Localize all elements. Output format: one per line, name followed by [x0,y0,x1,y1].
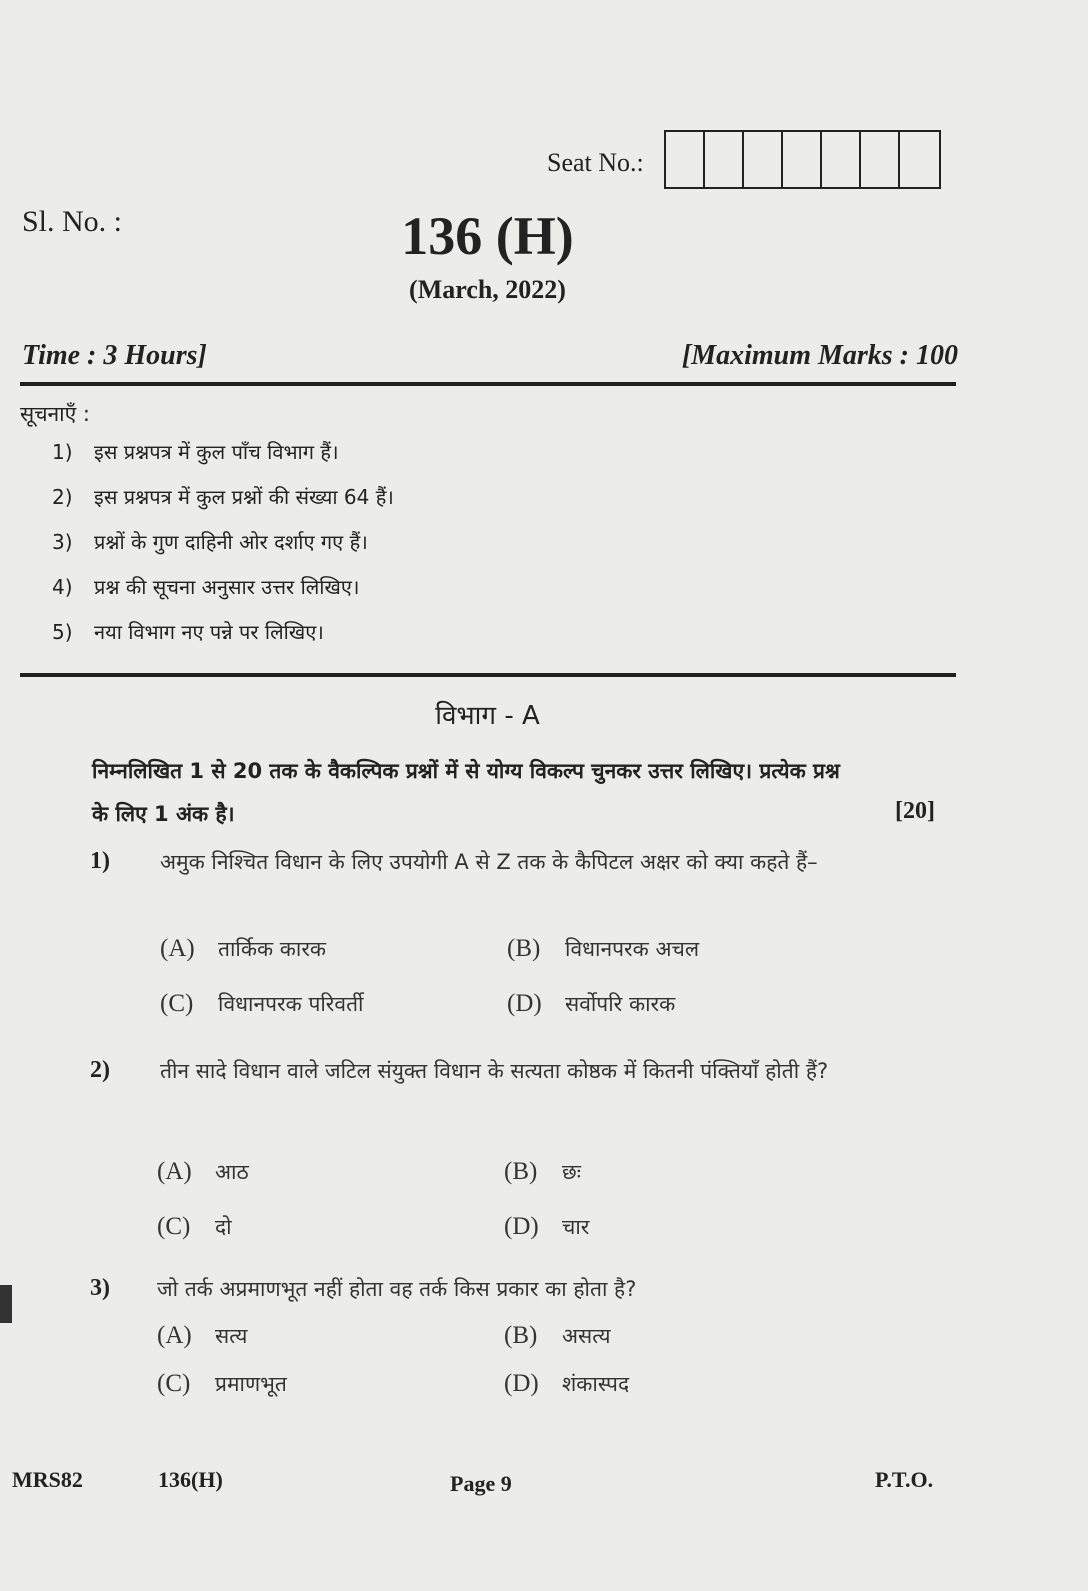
option-text: विधानपरक अचल [565,937,700,961]
notes-divider [20,673,956,677]
option-letter: (A) [157,1322,192,1349]
seat-digit-box [783,132,822,187]
option-text: सत्य [215,1324,248,1348]
option-letter: (A) [157,1158,192,1185]
option-d [507,990,675,1018]
option-letter: (C) [160,990,194,1017]
note-item [52,528,368,555]
note-text: नया विभाग नए पन्ने पर लिखिए। [94,620,324,644]
serial-number-label: Sl. No. : [22,205,123,238]
option-a [157,1158,249,1186]
please-turn-over: P.T.O. [875,1467,934,1492]
seat-digit-box [666,132,705,187]
note-text: प्रश्नों के गुण दाहिनी ओर दर्शाए गए हैं। [94,530,368,554]
note-item [52,483,394,510]
option-c [160,990,364,1018]
seat-digit-box [744,132,783,187]
section-instruction: निम्नलिखित 1 से 20 तक के वैकल्पिक प्रश्नों में से योग्य विकल्प चुनकर उत्तर लिखिए। प्रत्येक प्रश्न के लिए 1 अंक है। [92,759,840,826]
question-text: अमुक निश्चित विधान के लिए उपयोगी A से Z तक के कैपिटल अक्षर को क्या कहते हैं– [160,850,818,874]
option-letter: (D) [504,1213,539,1240]
note-number: 1) [52,440,73,464]
exam-date: (March, 2022) [409,275,566,304]
exam-duration: Time : 3 Hours] [22,340,207,371]
option-c [157,1370,287,1398]
option-text: असत्य [562,1324,611,1348]
note-text: प्रश्न की सूचना अनुसार उत्तर लिखिए। [94,575,360,599]
option-b [504,1158,581,1186]
notes-heading: सूचनाएँ : [20,402,90,426]
option-d [504,1213,589,1241]
option-letter: (B) [504,1158,538,1185]
option-a [160,935,326,963]
note-text: इस प्रश्नपत्र में कुल पाँच विभाग हैं। [94,440,339,464]
note-number: 4) [52,575,73,599]
question-number: 3) [90,1275,110,1301]
option-text: चार [562,1215,590,1239]
note-item [52,438,339,465]
maximum-marks: [Maximum Marks : 100 [681,340,958,371]
note-item [52,573,360,600]
question-text: तीन सादे विधान वाले जटिल संयुक्त विधान के सत्यता कोष्ठक में कितनी पंक्तियाँ होती हैं? [160,1059,829,1083]
option-letter: (D) [504,1370,539,1397]
footer-code: MRS82 [12,1467,83,1492]
footer-paper-code: 136(H) [158,1467,223,1492]
option-text: दो [215,1215,232,1239]
note-text: इस प्रश्नपत्र में कुल प्रश्नों की संख्या 64 हैं। [94,485,394,509]
option-c [157,1213,232,1241]
option-b [504,1322,611,1350]
option-b [507,935,699,963]
option-text: सर्वोपरि कारक [565,992,676,1016]
option-text: विधानपरक परिवर्ती [218,992,364,1016]
option-text: आठ [215,1160,249,1184]
option-letter: (C) [157,1213,191,1240]
section-title: विभाग - A [435,701,540,731]
option-letter: (B) [507,935,541,962]
section-marks: [20] [895,798,935,824]
paper-code: 136 (H) [401,206,574,266]
header-divider [20,382,956,386]
option-letter: (C) [157,1370,191,1397]
question-number: 2) [90,1057,110,1083]
option-text: प्रमाणभूत [215,1372,287,1396]
seat-digit-box [861,132,900,187]
question-text: जो तर्क अप्रमाणभूत नहीं होता वह तर्क किस प्रकार का होता है? [157,1277,637,1301]
scan-edge-mark [0,1285,12,1323]
seat-digit-box [900,132,939,187]
option-d [504,1370,629,1398]
note-number: 5) [52,620,73,644]
seat-digit-box [705,132,744,187]
option-a [157,1322,247,1350]
note-number: 2) [52,485,73,509]
option-letter: (D) [507,990,542,1017]
note-number: 3) [52,530,73,554]
option-text: छः [562,1160,581,1184]
option-text: शंकास्पद [562,1372,630,1396]
option-letter: (A) [160,935,195,962]
seat-number-boxes [664,130,941,189]
option-text: तार्किक कारक [218,937,327,961]
option-letter: (B) [504,1322,538,1349]
question-number: 1) [90,848,110,874]
seat-number-label: Seat No.: [547,148,644,177]
note-item [52,618,324,645]
seat-digit-box [822,132,861,187]
page-number: Page 9 [450,1471,512,1496]
